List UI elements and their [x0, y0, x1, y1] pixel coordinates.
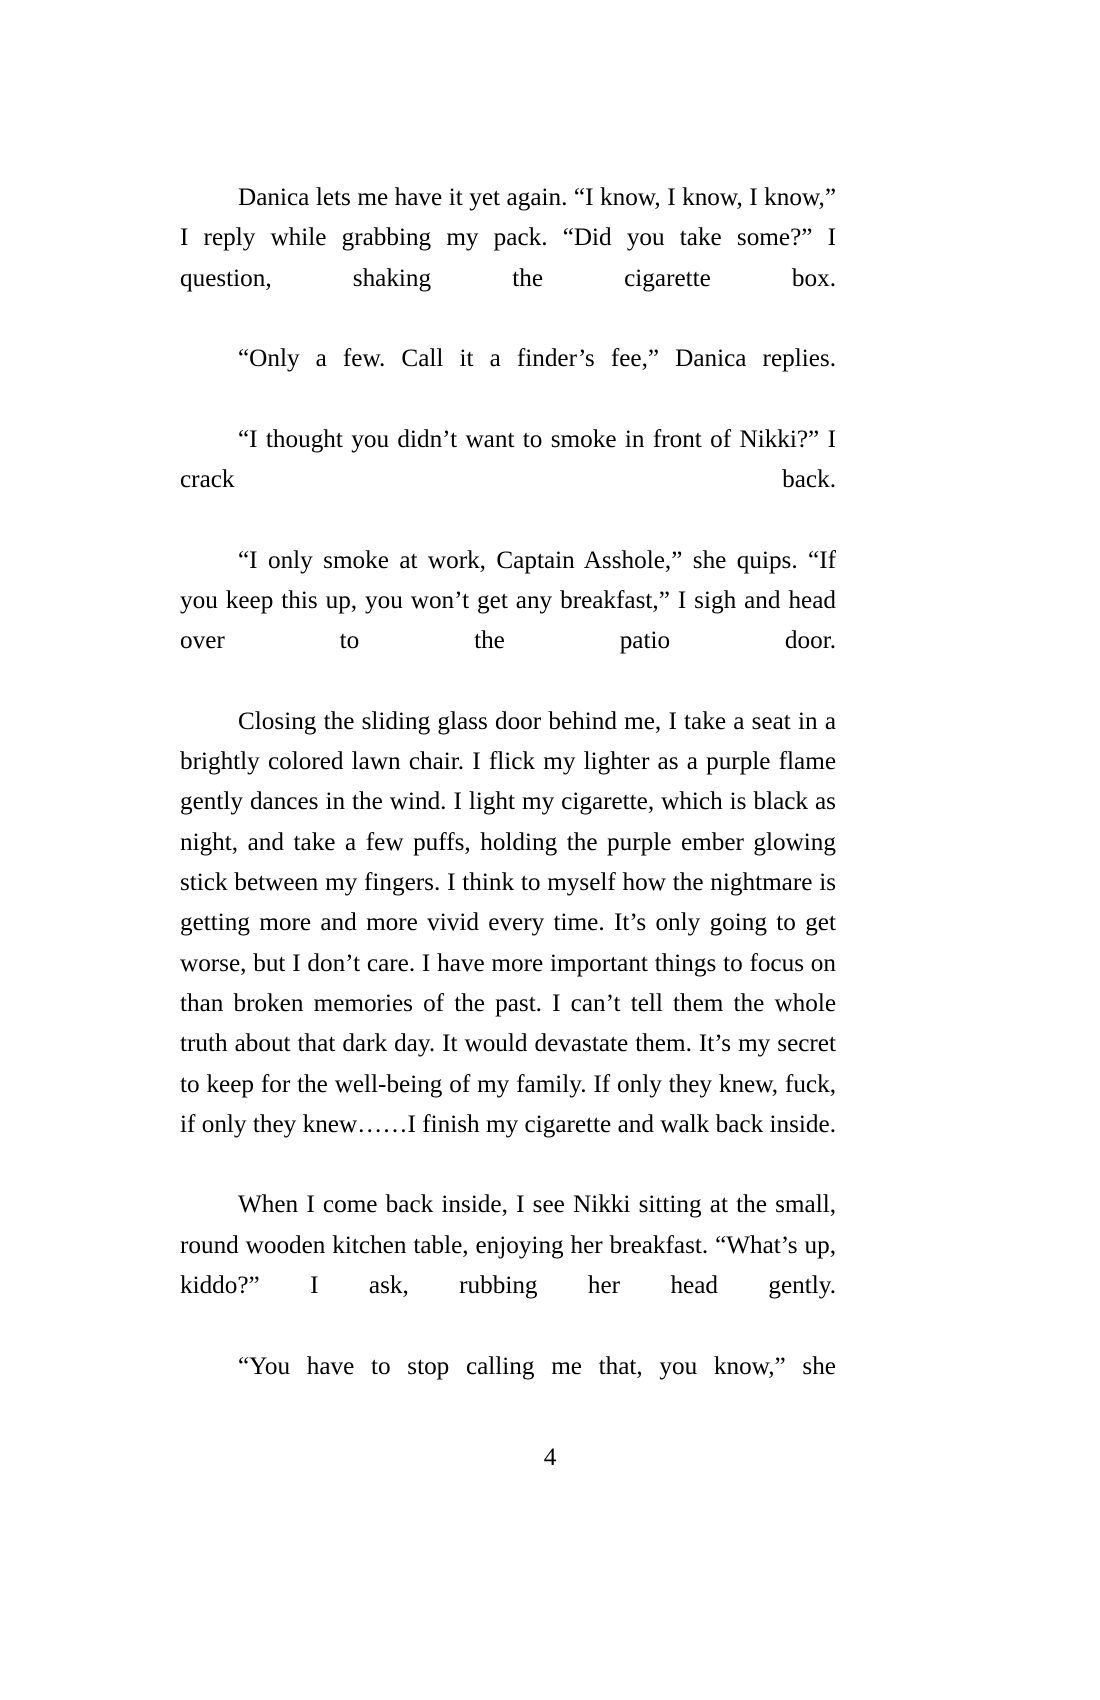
paragraph-6: When I come back inside, I see Nikki sitting at the small, round wooden kitchen table, enjoying her breakfast. “What’s up, kiddo?” I ask, rubbing her head gently. — [180, 1191, 836, 1300]
paragraph-4: “I only smoke at work, Captain Asshole,” she quips. “If you keep this up, you won’t get any breakfast,” I sigh and head over to the patio door. — [180, 546, 836, 655]
paragraph-1: Danica lets me have it yet again. “I know, I know, I know,” I reply while grabbing my pack. “Did you take some?” I question, shaking the cigarette box. — [180, 184, 836, 292]
page-text-block — [180, 178, 836, 1427]
paragraph-5: Closing the sliding glass door behind me, I take a seat in a brightly colored lawn chair. I flick my lighter as a purple flame gently dances in the wind. I light my cigarette, which is black as night, and take a few puffs, holding the purple ember glowing stick between my fingers. I think to myself how the nightmare is getting more and more vivid every time. It’s only going to get worse, but I don’t care. I have more important things to focus on than broken memories of the past. I can’t tell them the whole truth about that dark day. It would devastate them. It’s my secret to keep for the well-being of my family. If only they knew, fuck, if only they knew……I finish my cigarette and walk back inside. — [180, 707, 836, 1138]
paragraph-3: “I thought you didn’t want to smoke in front of Nikki?” I crack back. — [180, 425, 836, 494]
page-number: 4 — [543, 1444, 557, 1471]
paragraph-7: “You have to stop calling me that, you know,” she — [238, 1352, 836, 1380]
paragraph-2: “Only a few. Call it a finder’s fee,” Danica replies. — [238, 345, 836, 373]
